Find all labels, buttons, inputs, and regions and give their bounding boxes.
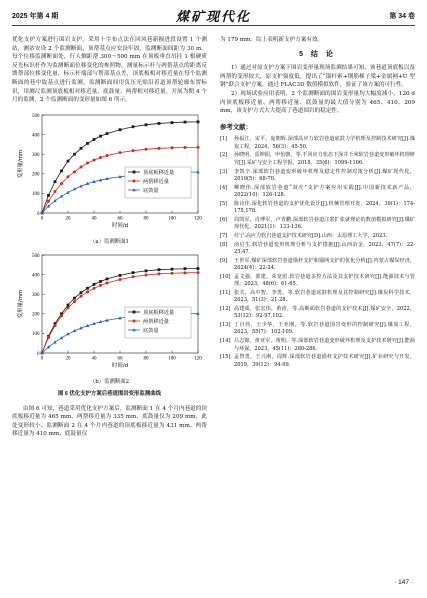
reference-item bbox=[220, 338, 415, 353]
conclusion-1: 1）通过对原支护方案下围岩变形量现场监测结果可知，该巷道顶底板以及两帮的变形较大，原支护强度低。提出了“锚杆索+钢筋梯子梁+金属网+U 型钢”联合支护方案，通过 FLAC3D 数值模拟软件，验证了该方案的可行性。 bbox=[220, 65, 415, 89]
y-tick-label: 500 bbox=[32, 113, 40, 119]
data-point bbox=[86, 142, 89, 145]
chart-section-1 bbox=[12, 109, 207, 237]
reference-number: [1] bbox=[220, 136, 228, 143]
chart-section-2 bbox=[12, 249, 207, 377]
data-point bbox=[197, 271, 200, 274]
reference-number: [9] bbox=[220, 257, 228, 264]
data-point bbox=[93, 138, 96, 141]
data-point bbox=[184, 272, 187, 275]
data-point bbox=[86, 291, 89, 294]
data-point bbox=[60, 194, 63, 197]
data-point bbox=[93, 287, 96, 290]
issue-label: 2025 年第 4 期 bbox=[12, 13, 59, 20]
data-point bbox=[60, 169, 63, 172]
subcaption-a: （a）监测断面1 bbox=[90, 238, 129, 245]
reference-text: 柳晓伟.深部软岩巷道“双壳”支护方案应用实践[J].中国新技术新产品，2022(10)：126-128. bbox=[234, 184, 415, 198]
reference-item bbox=[220, 136, 415, 151]
legend-label: 顶底板移近量 bbox=[143, 169, 175, 176]
reference-item bbox=[220, 217, 415, 232]
data-point bbox=[54, 180, 57, 183]
reference-item bbox=[220, 201, 415, 216]
section-heading-conclusion: 5 结 论 bbox=[299, 50, 336, 58]
data-point bbox=[54, 190, 57, 193]
paragraph-monitoring-setup: 优化支护方案进行围岩支护。采用十字布点法在回风巷新掘进段设置 1 个测站，测站安设 2 个监测断面，顶帮基点应安设牢固，监测断面间距为 30 m。每个位移监测断面处，行人侧距帮 300～500 mm 在顶板垂直吊挂 1 根硬质反光标识杆作为监测断面位移变化的参照物，测量标示杆与两帮基点的距离反馈帮部位移变化量，标示杆端部与帮部基点差，顶底板相对移近量在每个监测断面的巷中取基点进行监测。监测断面间用负压光贴沿着道顶帮轮廓布置标识，用测尺监测顶底板相对移近量、底鼓量、两帮相对移近量。开展为期 4 个月的监测，2 个监测断面的变形量如图 6 所示。 bbox=[12, 37, 207, 104]
data-point bbox=[171, 121, 174, 124]
y-tick-label: 100 bbox=[32, 191, 40, 197]
data-point bbox=[145, 148, 148, 151]
reference-number: [8] bbox=[220, 241, 228, 248]
reference-number: [3] bbox=[220, 168, 228, 175]
reference-text: 李凯辛.深部软岩巷道变形破坏机理及稳定性控制对策分析[J].煤矿现代化，2019(5)：68-70. bbox=[234, 168, 415, 182]
y-axis-label: 变形量/mm bbox=[18, 149, 24, 178]
volume-label: 第 34 卷 bbox=[389, 13, 415, 20]
x-tick-label: 40 bbox=[91, 216, 97, 222]
paragraph-results: 由图 6 可知，巷道采用优化支护方案后，监测断面 1 在 4 个月内巷道的顶底板移近量为 465 mm、两帮移近量为 335 mm、底鼓量仅为 209 mm，此处变形较小。监测断面 2 在 4 个月内巷道的顶底板移近量为 431 mm、两帮移近量为 410 mm、底鼓量仅 bbox=[12, 405, 207, 438]
page-number: · 147 · bbox=[394, 579, 413, 586]
legend-label: 两帮移近量 bbox=[143, 178, 169, 185]
reference-number: [2] bbox=[220, 152, 228, 159]
x-axis-label: 时间/d bbox=[111, 222, 129, 229]
data-point bbox=[171, 146, 174, 149]
reference-text: 张关，高中智，李勇，等.软岩巷道底鼓机理及其控制研究[J].煤炭科学技术，2023，51(3)：21-28. bbox=[234, 289, 415, 304]
reference-number: [5] bbox=[220, 200, 228, 207]
reference-item bbox=[220, 233, 415, 240]
reference-text: 孙晓明，雷坤阳，申怡朝，等.不同应力状态下深井千米软岩巷道变形破坏机理研究[J].采矿与安全工程学报，2018，35(6)：1099-1106. bbox=[234, 152, 415, 166]
x-tick-label: 0 bbox=[40, 216, 44, 222]
data-point bbox=[106, 282, 109, 285]
reference-item bbox=[220, 274, 415, 289]
x-tick-label: 100 bbox=[168, 356, 176, 362]
data-point bbox=[158, 122, 161, 125]
data-point bbox=[54, 324, 57, 327]
data-point bbox=[80, 147, 83, 150]
data-point bbox=[106, 278, 109, 281]
legend-marker bbox=[133, 320, 136, 323]
header-rule bbox=[12, 25, 415, 26]
running-header bbox=[12, 8, 415, 24]
reference-text: 俞启生.软岩巷道变形机理分析与支护措施[J].山西冶金，2023，47(7)：22-25,47. bbox=[234, 241, 415, 255]
reference-item bbox=[220, 290, 415, 305]
legend-label: 顶底板移近量 bbox=[143, 310, 175, 317]
y-tick-label: 500 bbox=[32, 254, 40, 260]
data-point bbox=[197, 120, 200, 123]
data-point bbox=[184, 146, 187, 149]
data-point bbox=[106, 132, 109, 135]
data-point bbox=[73, 153, 76, 156]
reference-item bbox=[220, 242, 415, 257]
x-tick-label: 40 bbox=[91, 356, 97, 362]
legend-label: 两帮移近量 bbox=[143, 319, 169, 326]
data-point bbox=[67, 304, 70, 307]
data-point bbox=[197, 267, 200, 270]
data-point bbox=[119, 151, 122, 154]
data-point bbox=[197, 146, 200, 149]
y-tick-label: 200 bbox=[32, 312, 40, 318]
x-tick-label: 100 bbox=[168, 216, 176, 222]
data-point bbox=[119, 128, 122, 131]
legend-marker bbox=[133, 311, 136, 314]
data-point bbox=[158, 147, 161, 150]
y-tick-label: 100 bbox=[32, 332, 40, 338]
y-tick-label: 300 bbox=[32, 152, 40, 158]
data-point bbox=[145, 270, 148, 273]
paragraph-continued: 为 179 mm。综上表明新支护方案有效。 bbox=[220, 37, 324, 43]
data-point bbox=[93, 283, 96, 286]
data-point bbox=[47, 336, 50, 339]
y-tick-label: 0 bbox=[37, 211, 40, 217]
subcaption-b: （b）监测断面2 bbox=[89, 379, 130, 386]
x-tick-label: 120 bbox=[194, 216, 202, 222]
x-tick-label: 20 bbox=[65, 356, 71, 362]
reference-text: 丁自伟，王少华，王亚刚，等.软岩巷道围岩变形的控制研究[J].煤炭工程，2023，55(7)：102-109. bbox=[234, 322, 415, 336]
data-point bbox=[60, 315, 63, 318]
reference-number: [14] bbox=[220, 338, 231, 345]
data-point bbox=[67, 159, 70, 162]
reference-number: [6] bbox=[220, 216, 228, 223]
right-column bbox=[220, 36, 415, 370]
reference-number: [7] bbox=[220, 232, 228, 239]
legend-marker bbox=[133, 170, 136, 173]
reference-text: 陈诗佳.深化软岩巷道的支护优化设计[J].机械管理开发，2024，39(1)：174-175,178. bbox=[234, 200, 415, 215]
y-tick-label: 300 bbox=[32, 293, 40, 299]
left-column bbox=[12, 36, 207, 439]
x-tick-label: 60 bbox=[117, 356, 123, 362]
x-tick-label: 80 bbox=[143, 216, 149, 222]
data-point bbox=[86, 287, 89, 290]
data-point bbox=[73, 297, 76, 300]
reference-list bbox=[220, 136, 415, 369]
data-point bbox=[99, 284, 102, 287]
data-point bbox=[132, 125, 135, 128]
reference-item bbox=[220, 322, 415, 337]
reference-text: 吕志锦，黄亚军，黄明，等.深部软岩巷道变形破坏机理及支护技术研究[J].能源与环保，2023，45(11)：280-286. bbox=[234, 338, 415, 352]
reference-text: 任宁.高应力软岩巷道支护技术研究[D].山西：太原理工大学，2023. bbox=[234, 232, 388, 239]
figure-caption: 图 6 优化支护方案后巷道围岩变形监测曲线 bbox=[57, 390, 162, 397]
data-point bbox=[80, 165, 83, 168]
reference-text: 孟文强，郭建，荣宽彪.软岩巷道多控方法及其支护技术研究[J].能源技术与管理，2023，48(6)：61-65. bbox=[234, 273, 415, 288]
data-point bbox=[145, 123, 148, 126]
data-point bbox=[158, 273, 161, 276]
data-point bbox=[73, 170, 76, 173]
data-point bbox=[60, 182, 63, 185]
y-tick-label: 200 bbox=[32, 172, 40, 178]
reference-number: [13] bbox=[220, 322, 231, 329]
reference-number: [4] bbox=[220, 184, 228, 191]
reference-number: [11] bbox=[220, 289, 231, 296]
data-point bbox=[145, 274, 148, 277]
y-tick-label: 400 bbox=[32, 133, 40, 139]
plot-frame bbox=[42, 255, 198, 353]
reference-item bbox=[220, 354, 415, 369]
legend-label: 底鼓量 bbox=[143, 187, 159, 194]
y-tick-label: 400 bbox=[32, 273, 40, 279]
y-tick-label: 0 bbox=[37, 352, 40, 358]
data-point bbox=[80, 295, 83, 298]
x-tick-label: 0 bbox=[40, 356, 44, 362]
data-point bbox=[158, 269, 161, 272]
y-axis-label: 变形量/mm bbox=[18, 290, 24, 319]
legend-label: 底鼓量 bbox=[143, 328, 159, 335]
reference-text: 高建成，张宏伟，黄涛，等.高断面软岩巷道的支护技术[J].煤矿安全，2022，53(12)：92-97,102. bbox=[234, 306, 415, 320]
data-point bbox=[53, 341, 56, 344]
x-axis-label: 时间/d bbox=[111, 363, 129, 370]
data-point bbox=[171, 272, 174, 275]
data-point bbox=[119, 274, 122, 277]
data-point bbox=[60, 336, 63, 339]
figure-6 bbox=[12, 109, 207, 399]
reference-item bbox=[220, 258, 415, 273]
data-point bbox=[184, 268, 187, 271]
data-point bbox=[80, 292, 83, 295]
x-tick-label: 80 bbox=[143, 356, 149, 362]
data-point bbox=[132, 149, 135, 152]
reference-number: [15] bbox=[220, 354, 231, 361]
data-point bbox=[132, 276, 135, 279]
data-point bbox=[67, 307, 70, 310]
x-tick-label: 120 bbox=[194, 356, 202, 362]
x-tick-label: 60 bbox=[117, 216, 123, 222]
data-point bbox=[93, 158, 96, 161]
data-point bbox=[47, 194, 50, 197]
data-point bbox=[73, 300, 76, 303]
reference-item bbox=[220, 152, 415, 167]
reference-text: 孙福江，宋平，庞朝辉.深部高应力软岩巷道底鼓力学机理及控制技术研究[J].煤炭工程，2024，56(3)：45-50. bbox=[234, 136, 415, 150]
references-heading: 参考文献： bbox=[220, 123, 252, 131]
data-point bbox=[106, 154, 109, 157]
reference-number: [12] bbox=[220, 306, 231, 313]
reference-text: 孟智勇，王兴刚，周辉.深部软岩巷道锚杆支护技术研究[J].矿业研究与开发，2019，39(12)：94-99. bbox=[234, 354, 415, 368]
reference-text: 周凯军，肖博军，卢青鹏.深部软岩巷道注浆扩张就理论的数值模拟研究[J].煤矿现代化，2021(1)：133-136. bbox=[234, 216, 415, 231]
reference-item bbox=[220, 169, 415, 184]
reference-text: 王世军.煤矿深部软岩巷道锚杆支护和锚网支护的优化分析[J].内蒙古煤炭经济，2024(4)：22-24. bbox=[234, 257, 415, 272]
reference-number: [10] bbox=[220, 273, 231, 280]
conclusion-2: 2）现场试验应用表明，2 个监测断面的围岩变形量均大幅度减小，120 d 内顶底板移近量、两帮移近量、底鼓量的最大值分别为 465、410、209 mm，该支护方式大大提高了巷道围岩的稳定性。 bbox=[220, 90, 415, 115]
journal-title: 煤矿现代化 bbox=[175, 9, 251, 24]
data-point bbox=[99, 156, 102, 159]
data-point bbox=[47, 199, 50, 202]
data-point bbox=[132, 272, 135, 275]
data-point bbox=[86, 161, 89, 164]
reference-item bbox=[220, 185, 415, 200]
data-point bbox=[171, 268, 174, 271]
data-point bbox=[99, 280, 102, 283]
data-point bbox=[99, 135, 102, 138]
data-point bbox=[53, 199, 56, 202]
data-point bbox=[184, 120, 187, 123]
legend-marker bbox=[133, 179, 136, 182]
reference-item bbox=[220, 306, 415, 321]
data-point bbox=[67, 175, 70, 178]
x-tick-label: 20 bbox=[65, 216, 71, 222]
data-point bbox=[119, 278, 122, 281]
